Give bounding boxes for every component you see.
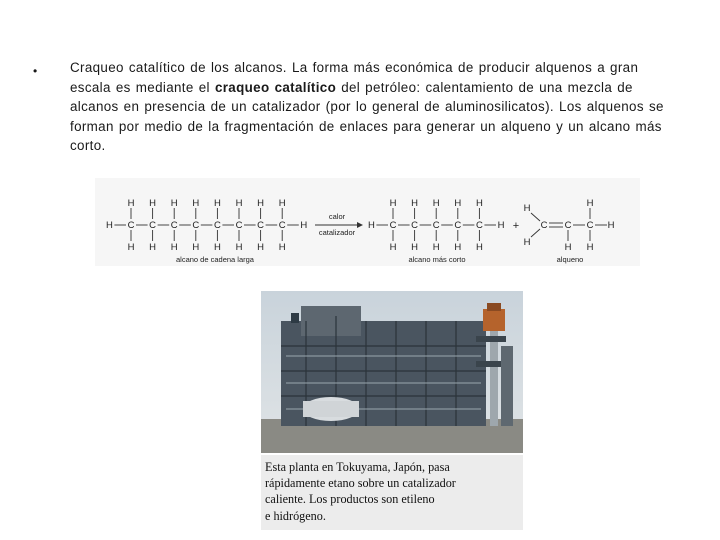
alkene-carbon-2: C <box>564 220 572 231</box>
plant-photo-illustration <box>261 291 523 453</box>
long-alkane-h-bottom: H <box>149 242 157 253</box>
cracking-reaction-diagram <box>95 178 640 266</box>
short-alkane-h-bottom: H <box>454 242 462 253</box>
bullet-marker: • <box>33 64 38 78</box>
long-alkane-carbon: C <box>278 220 286 231</box>
label-short-alkane: alcano más corto <box>408 255 466 264</box>
short-alkane-h-top: H <box>454 198 462 209</box>
short-alkane-carbon: C <box>432 220 440 231</box>
industrial-plant-photo <box>261 291 523 453</box>
short-alkane-h-bottom: H <box>411 242 419 253</box>
short-alkane-h-left: H <box>367 220 375 231</box>
alkene-h: H <box>523 203 531 214</box>
short-alkane-h-top: H <box>411 198 419 209</box>
long-alkane-h-bottom: H <box>278 242 286 253</box>
long-alkane-h-bottom: H <box>235 242 243 253</box>
long-alkane-h-left: H <box>105 220 113 231</box>
long-alkane-carbon: C <box>127 220 135 231</box>
alkene-bond <box>531 213 540 221</box>
short-alkane-carbon: C <box>454 220 462 231</box>
paragraph-text-end: del petróleo: calentamiento de una mezcla de alcanos en presencia de un catalizador (por lo general de aluminosilicatos). Los alquenos se forman por medio de la fragmentación de enlaces para generar un alqueno y un alcano más corto. <box>70 79 664 153</box>
short-alkane-h-right: H <box>497 220 505 231</box>
long-alkane-h-top: H <box>213 198 221 209</box>
caption-line-4: e hidrógeno. <box>265 508 326 523</box>
long-alkane-h-bottom: H <box>170 242 178 253</box>
long-alkane-carbon: C <box>235 220 243 231</box>
alkene-h-right: H <box>607 220 615 231</box>
long-alkane-h-top: H <box>127 198 135 209</box>
short-alkane-h-top: H <box>475 198 483 209</box>
alkene-h: H <box>586 242 594 253</box>
short-alkane-h-top: H <box>432 198 440 209</box>
long-alkane-carbon: C <box>149 220 157 231</box>
alkene-bond <box>531 229 540 237</box>
long-alkane-h-top: H <box>170 198 178 209</box>
caption-line-1: Esta planta en Tokuyama, Japón, pasa <box>265 460 450 474</box>
long-alkane-carbon: C <box>213 220 221 231</box>
photo-caption <box>261 455 523 530</box>
short-alkane-carbon: C <box>411 220 419 231</box>
caption-line-3: caliente. Los productos son etileno <box>265 492 435 507</box>
short-alkane-carbon: C <box>475 220 483 231</box>
long-alkane-carbon: C <box>170 220 178 231</box>
arrow-label-catalyst: catalizador <box>318 228 356 237</box>
body-paragraph <box>70 58 680 156</box>
long-alkane-h-top: H <box>278 198 286 209</box>
long-alkane-h-top: H <box>235 198 243 209</box>
short-alkane-h-bottom: H <box>475 242 483 253</box>
plus-sign: + <box>512 220 520 232</box>
short-alkane-h-bottom: H <box>432 242 440 253</box>
short-alkane-h-top: H <box>389 198 397 209</box>
paragraph-text-start: Craqueo catalítico de los alcanos. La forma más económica de producir alquenos a gran escala es mediante el <box>70 60 639 95</box>
long-alkane-carbon: C <box>257 220 265 231</box>
alkene-carbon-3: C <box>586 220 594 231</box>
label-long-alkane: alcano de cadena larga <box>176 255 254 264</box>
short-alkane-h-bottom: H <box>389 242 397 253</box>
alkene-h: H <box>586 198 594 209</box>
long-alkane-h-top: H <box>192 198 200 209</box>
alkene-h: H <box>564 242 572 253</box>
long-alkane-h-bottom: H <box>127 242 135 253</box>
long-alkane-h-bottom: H <box>213 242 221 253</box>
paragraph-bold-term: craqueo catalítico <box>214 79 337 95</box>
caption-line-2: rápidamente etano sobre un catalizador <box>265 476 456 491</box>
long-alkane-h-right: H <box>300 220 308 231</box>
label-alkene: alqueno <box>556 255 584 264</box>
long-alkane-h-bottom: H <box>192 242 200 253</box>
long-alkane-h-top: H <box>257 198 265 209</box>
long-alkane-h-top: H <box>149 198 157 209</box>
arrow-label-heat: calor <box>328 212 346 221</box>
long-alkane-carbon: C <box>192 220 200 231</box>
alkene-carbon-1: C <box>540 220 548 231</box>
reaction-arrow-head <box>357 222 363 228</box>
reaction-svg <box>95 178 640 266</box>
alkene-h: H <box>523 237 531 248</box>
short-alkane-carbon: C <box>389 220 397 231</box>
long-alkane-h-bottom: H <box>257 242 265 253</box>
